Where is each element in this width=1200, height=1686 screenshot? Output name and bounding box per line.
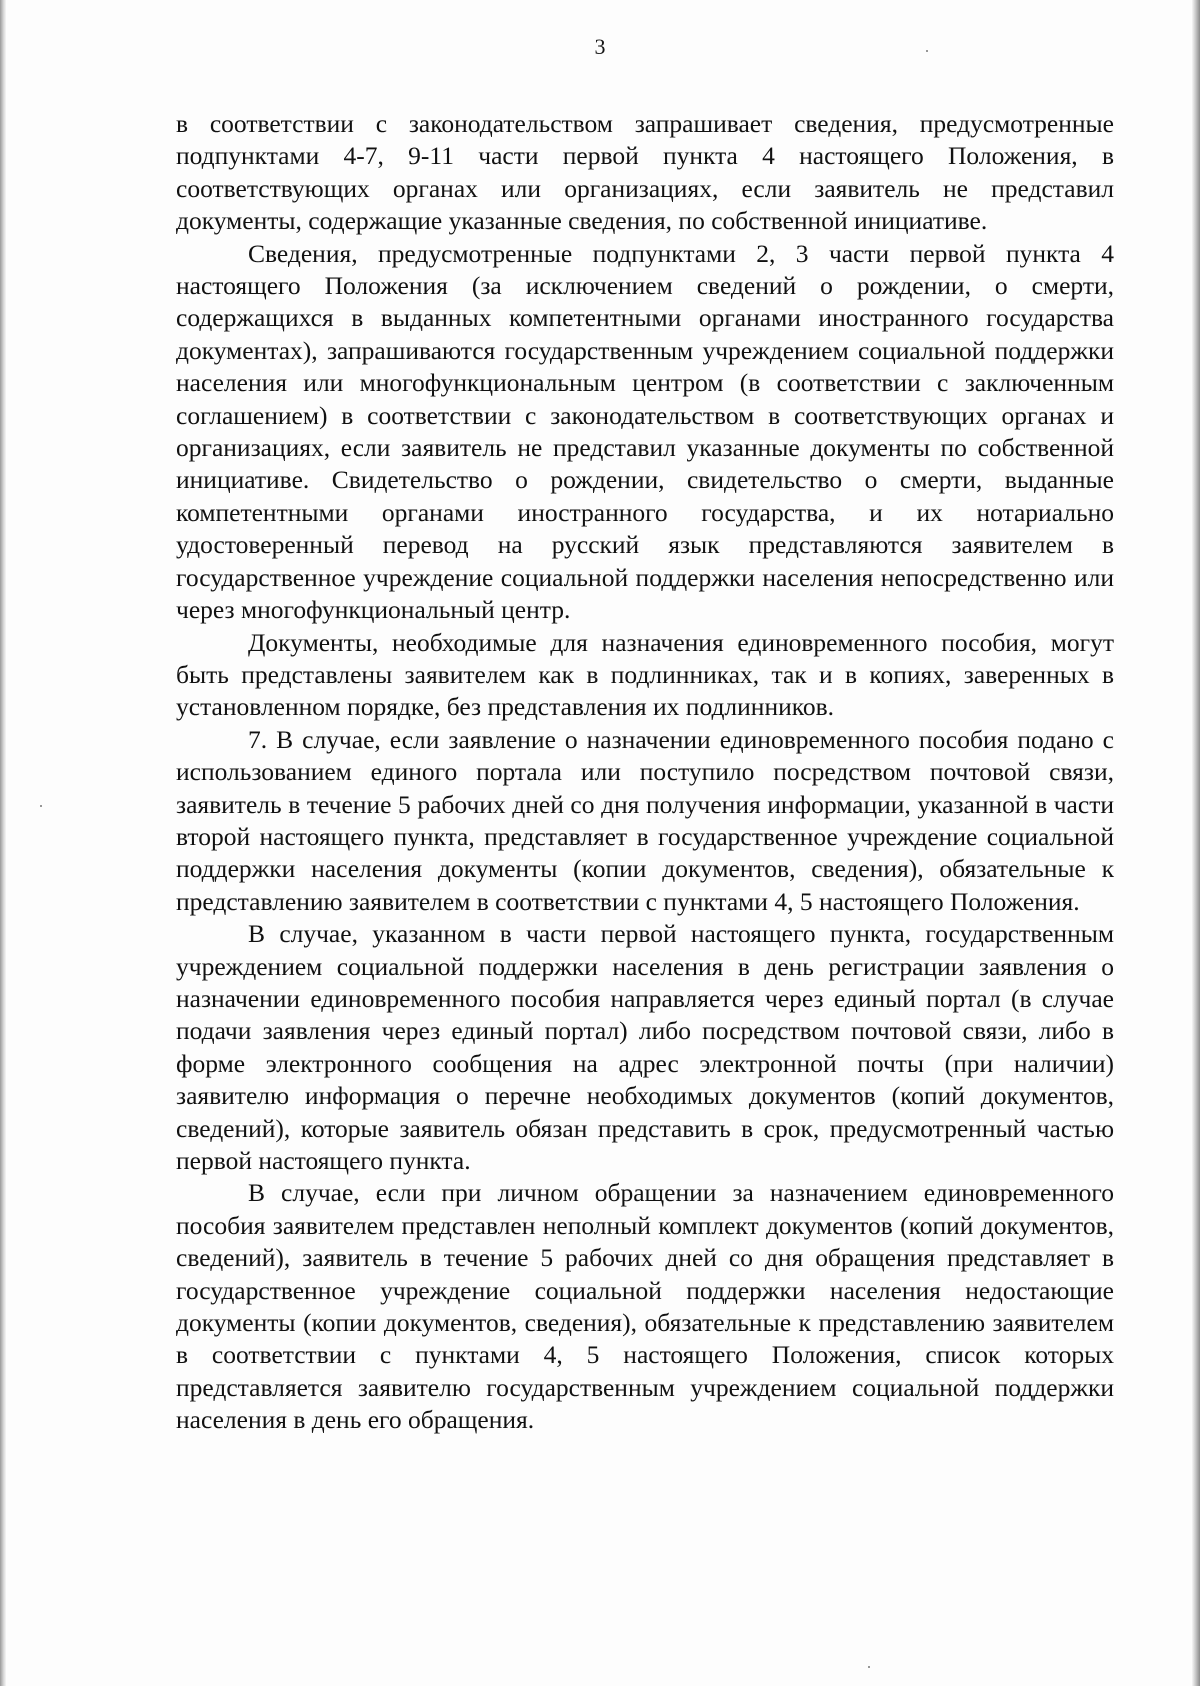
- scan-edge-left: [0, 0, 6, 1686]
- paragraph: Сведения, предусмотренные подпунктами 2, 3 части первой пункта 4 настоящего Положения (за исключением сведений о рождении, о смерти, содержащихся в выданных компетентными органами иностранного государства документах), запрашиваются государственным учреждением социальной поддержки населения или многофункциональным центром (в соответствии с заключенным соглашением) в соответствии с законодательством в соответствующих органах и организациях, если заявитель не представил указанные документы по собственной инициативе. Свидетельство о рождении, свидетельство о смерти, выданные компетентными органами иностранного государства, и их нотариально удостоверенный перевод на русский язык представляются заявителем в государственное учреждение социальной поддержки населения непосредственно или через многофункциональный центр.: [176, 238, 1114, 625]
- paragraph: в соответствии с законодательством запрашивает сведения, предусмотренные подпунктами 4-7, 9-11 части первой пункта 4 настоящего Положения, в соответствующих органах или организациях, если заявитель не представил документы, содержащие указанные сведения, по собственной инициативе.: [176, 109, 1114, 236]
- paragraph: В случае, если при личном обращении за назначением единовременного пособия заявителем представлен неполный комплект документов (копий документов, сведений), заявитель в течение 5 рабочих дней со дня обращения представляет в государственное учреждение социальной поддержки населения недостающие документы (копии документов, сведения), обязательные к представлению заявителем в соответствии с пунктами 4, 5 настоящего Положения, список которых представляется заявителю государственным учреждением социальной поддержки населения в день его обращения.: [176, 1178, 1114, 1435]
- paragraph: 7. В случае, если заявление о назначении единовременного пособия подано с использованием единого портала или поступило посредством почтовой связи, заявитель в течение 5 рабочих дней со дня получения информации, указанной в части второй настоящего пункта, представляет в государственное учреждение социальной поддержки населения документы (копии документов, сведения), обязательные к представлению заявителем в соответствии с пунктами 4, 5 настоящего Положения.: [176, 724, 1114, 916]
- page-number: 3: [594, 34, 606, 59]
- paragraph: Документы, необходимые для назначения единовременного пособия, могут быть представлены заявителем как в подлинниках, так и в копиях, заверенных в установленном порядке, без представления их подлинников.: [176, 627, 1114, 722]
- paragraph: В случае, указанном в части первой настоящего пункта, государственным учреждением социальной поддержки населения в день регистрации заявления о назначении единовременного пособия направляется через единый портал (в случае подачи заявления через единый портал) либо посредством почтовой связи, либо в форме электронного сообщения на адрес электронной почты (при наличии) заявителю информация о перечне необходимых документов (копий документов, сведений), которые заявитель обязан представить в срок, предусмотренный частью первой настоящего пункта.: [176, 919, 1114, 1175]
- scan-speck: [926, 50, 928, 52]
- scan-edge-right: [1192, 0, 1200, 1686]
- scan-speck: [868, 1666, 870, 1668]
- scan-speck: [40, 805, 42, 807]
- document-body: [176, 108, 1114, 1437]
